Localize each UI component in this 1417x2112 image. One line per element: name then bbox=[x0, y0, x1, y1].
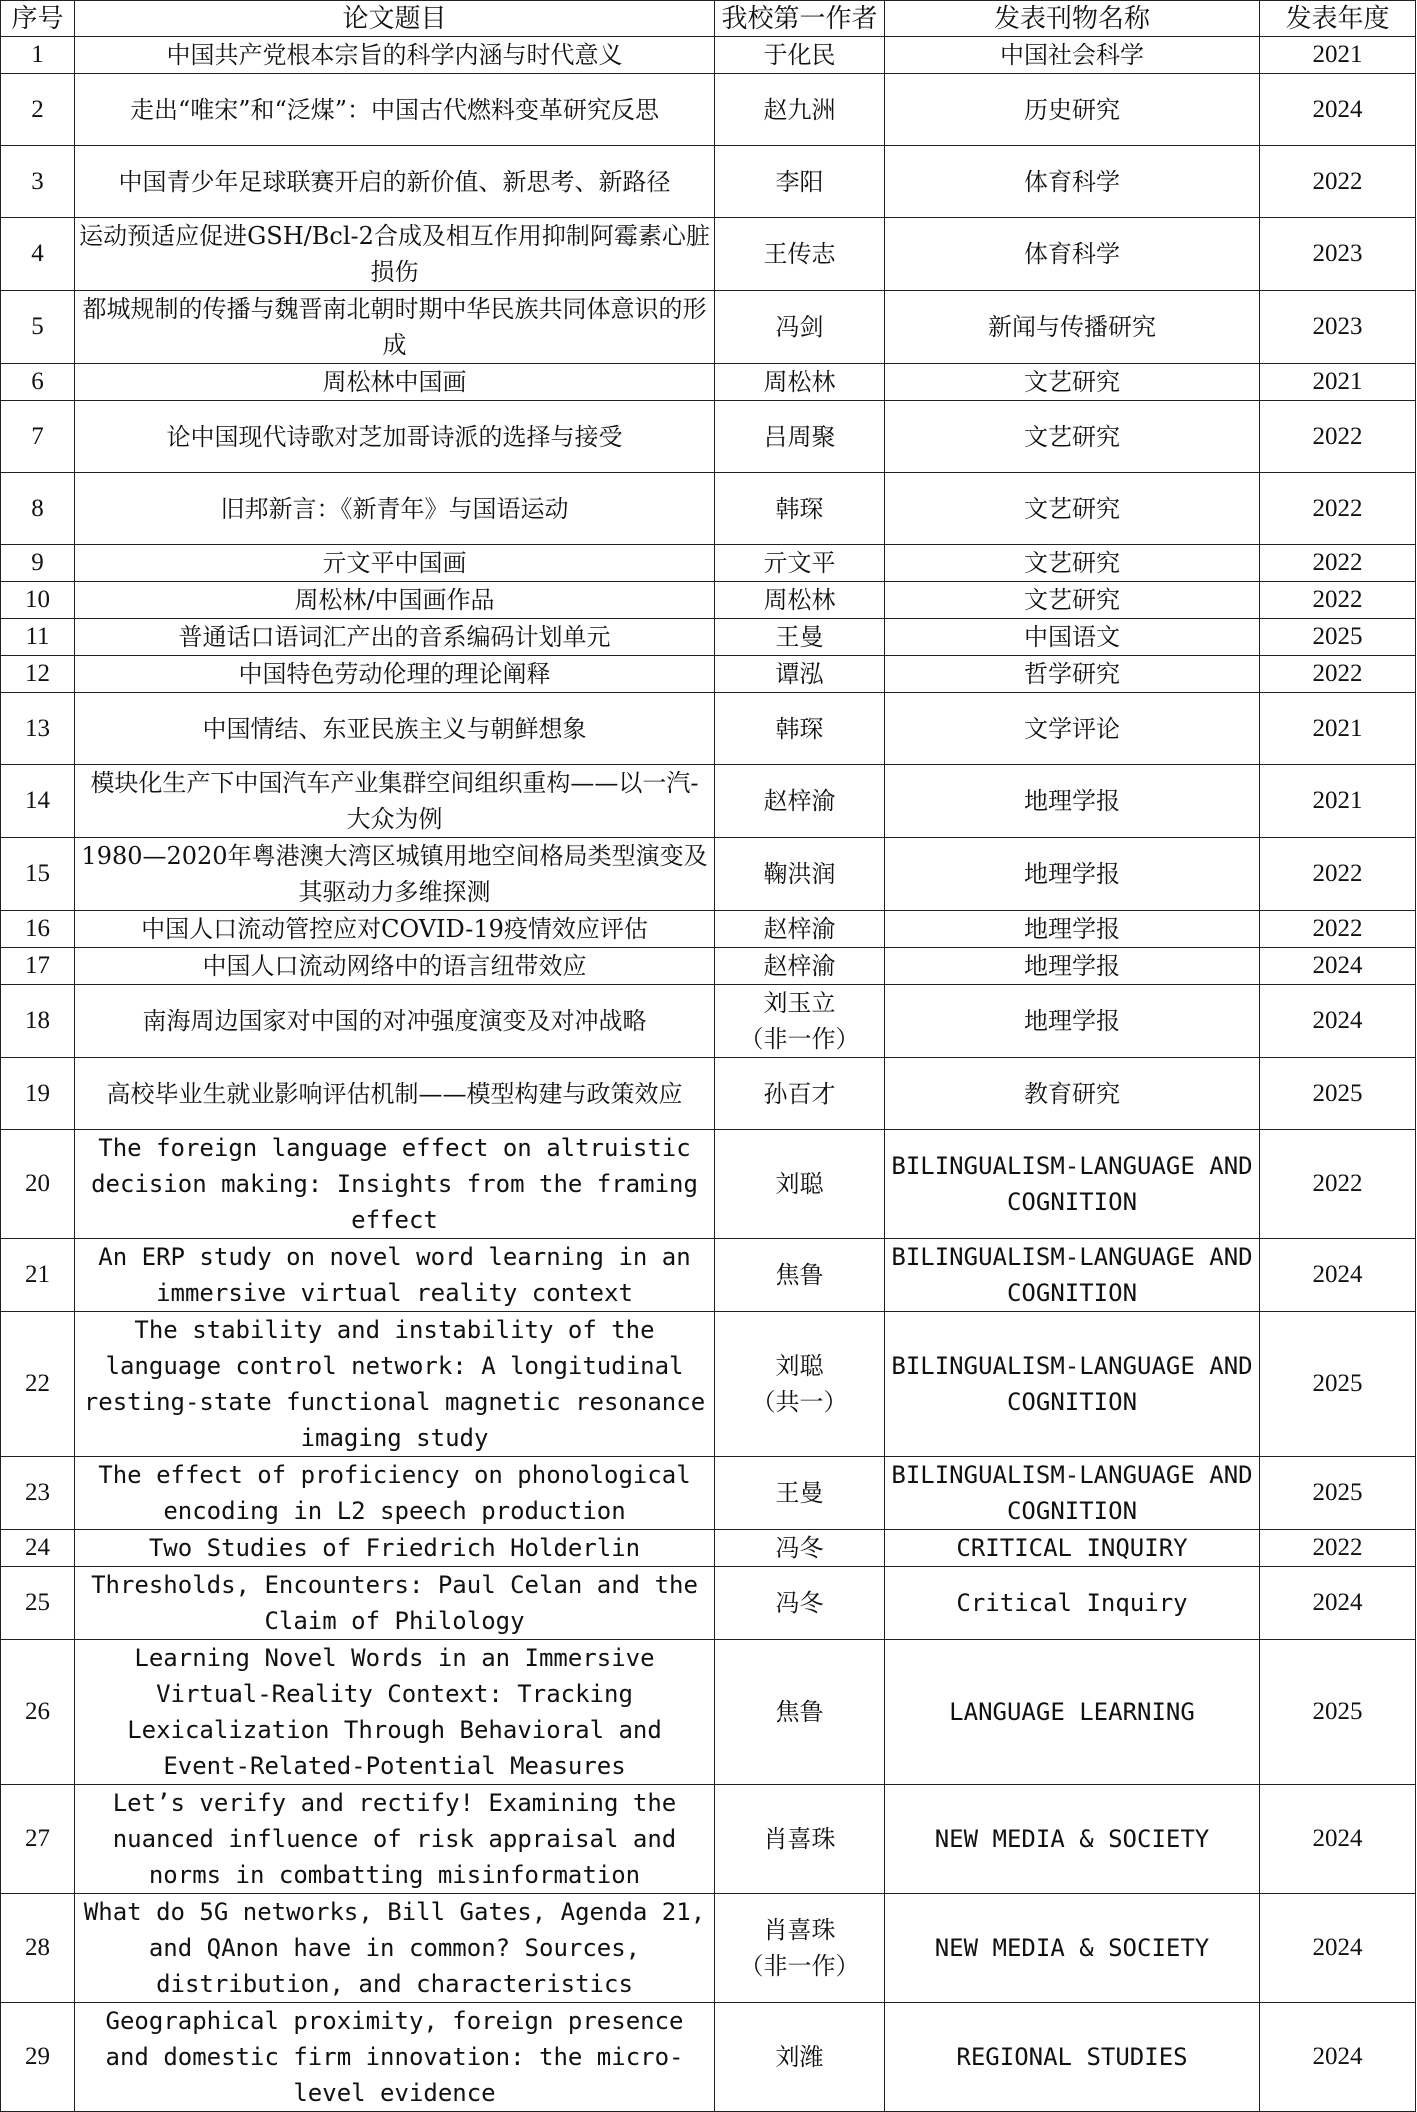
journal-name: CRITICAL INQUIRY bbox=[885, 1530, 1260, 1567]
header-journal: 发表刊物名称 bbox=[885, 1, 1260, 37]
header-no: 序号 bbox=[1, 1, 75, 37]
journal-name: 体育科学 bbox=[885, 146, 1260, 218]
paper-title: Two Studies of Friedrich Holderlin bbox=[75, 1530, 715, 1567]
first-author bbox=[715, 656, 885, 693]
first-author bbox=[715, 1530, 885, 1567]
author-name: 鞠洪润 bbox=[763, 860, 836, 888]
author-name: 于化民 bbox=[763, 41, 836, 69]
author-name: 肖喜珠 bbox=[763, 1916, 836, 1944]
journal-name: 地理学报 bbox=[885, 765, 1260, 838]
author-name: 赵梓渝 bbox=[763, 952, 836, 980]
author-name: 孙百才 bbox=[763, 1079, 836, 1108]
journal-name: BILINGUALISM-LANGUAGE AND COGNITION bbox=[885, 1239, 1260, 1312]
row-number: 28 bbox=[1, 1894, 75, 2003]
row-number: 15 bbox=[1, 838, 75, 911]
first-author bbox=[715, 693, 885, 765]
row-number: 19 bbox=[1, 1058, 75, 1130]
paper-title: The foreign language effect on altruistic decision making: Insights from the framing effect bbox=[75, 1130, 715, 1239]
author-name: 王曼 bbox=[775, 1479, 824, 1507]
row-number: 17 bbox=[1, 948, 75, 985]
row-number: 12 bbox=[1, 656, 75, 693]
journal-name: BILINGUALISM-LANGUAGE AND COGNITION bbox=[885, 1457, 1260, 1530]
publish-year: 2025 bbox=[1260, 1312, 1416, 1457]
author-name: 周松林 bbox=[763, 586, 836, 614]
first-author bbox=[715, 1567, 885, 1640]
first-author bbox=[715, 911, 885, 948]
journal-name: 地理学报 bbox=[885, 911, 1260, 948]
first-author bbox=[715, 1312, 885, 1457]
paper-title: Geographical proximity, foreign presence and domestic firm innovation: the micro-level evidence bbox=[75, 2003, 715, 2112]
first-author bbox=[715, 1058, 885, 1130]
publish-year: 2025 bbox=[1260, 1640, 1416, 1785]
author-name: 赵梓渝 bbox=[763, 787, 836, 815]
row-number: 26 bbox=[1, 1640, 75, 1785]
row-number: 29 bbox=[1, 2003, 75, 2112]
publish-year: 2022 bbox=[1260, 582, 1416, 619]
author-name: 焦鲁 bbox=[775, 1698, 824, 1726]
first-author bbox=[715, 838, 885, 911]
author-name: 赵梓渝 bbox=[763, 915, 836, 943]
header-title: 论文题目 bbox=[75, 1, 715, 37]
table-row bbox=[1, 37, 1416, 74]
publish-year: 2024 bbox=[1260, 948, 1416, 985]
first-author bbox=[715, 1894, 885, 2003]
journal-name: 体育科学 bbox=[885, 218, 1260, 291]
paper-title: The stability and instability of the language control network: A longitudinal resting-state functional magnetic resonance imaging study bbox=[75, 1312, 715, 1457]
journal-name: Critical Inquiry bbox=[885, 1567, 1260, 1640]
journal-name: 文艺研究 bbox=[885, 401, 1260, 473]
author-name: 刘聪 bbox=[775, 1352, 824, 1380]
paper-title: 周松林中国画 bbox=[75, 364, 715, 401]
author-name: 吕周聚 bbox=[763, 422, 836, 451]
table-row bbox=[1, 473, 1416, 545]
row-number: 7 bbox=[1, 401, 75, 473]
author-name: 冯剑 bbox=[775, 313, 824, 341]
first-author bbox=[715, 2003, 885, 2112]
paper-title: 亓文平中国画 bbox=[75, 545, 715, 582]
table-row bbox=[1, 693, 1416, 765]
table-row bbox=[1, 838, 1416, 911]
first-author bbox=[715, 401, 885, 473]
publish-year: 2022 bbox=[1260, 1130, 1416, 1239]
first-author bbox=[715, 218, 885, 291]
row-number: 24 bbox=[1, 1530, 75, 1567]
row-number: 2 bbox=[1, 74, 75, 146]
publish-year: 2021 bbox=[1260, 693, 1416, 765]
header-year: 发表年度 bbox=[1260, 1, 1416, 37]
publish-year: 2021 bbox=[1260, 364, 1416, 401]
journal-name: 中国语文 bbox=[885, 619, 1260, 656]
journal-name: LANGUAGE LEARNING bbox=[885, 1640, 1260, 1785]
table-row bbox=[1, 74, 1416, 146]
publish-year: 2022 bbox=[1260, 911, 1416, 948]
journal-name: 新闻与传播研究 bbox=[885, 291, 1260, 364]
paper-title: The effect of proficiency on phonological encoding in L2 speech production bbox=[75, 1457, 715, 1530]
first-author bbox=[715, 37, 885, 74]
author-name: 肖喜珠 bbox=[763, 1825, 836, 1853]
table-row bbox=[1, 291, 1416, 364]
paper-title: 中国情结、东亚民族主义与朝鲜想象 bbox=[75, 693, 715, 765]
publish-year: 2021 bbox=[1260, 37, 1416, 74]
first-author bbox=[715, 74, 885, 146]
header-author: 我校第一作者 bbox=[715, 1, 885, 37]
author-note: （非一作） bbox=[739, 1025, 860, 1053]
publish-year: 2024 bbox=[1260, 74, 1416, 146]
journal-name: 地理学报 bbox=[885, 985, 1260, 1058]
author-name: 冯冬 bbox=[775, 1589, 824, 1617]
table-row bbox=[1, 1785, 1416, 1894]
paper-title: 中国特色劳动伦理的理论阐释 bbox=[75, 656, 715, 693]
paper-title: 周松林/中国画作品 bbox=[75, 582, 715, 619]
paper-title: 中国人口流动网络中的语言纽带效应 bbox=[75, 948, 715, 985]
row-number: 9 bbox=[1, 545, 75, 582]
table-row bbox=[1, 1457, 1416, 1530]
first-author bbox=[715, 985, 885, 1058]
row-number: 16 bbox=[1, 911, 75, 948]
header-row bbox=[1, 1, 1416, 37]
author-name: 刘潍 bbox=[775, 2043, 824, 2071]
table-row bbox=[1, 1640, 1416, 1785]
paper-title: 中国青少年足球联赛开启的新价值、新思考、新路径 bbox=[75, 146, 715, 218]
author-name: 赵九洲 bbox=[763, 95, 836, 124]
journal-name: 地理学报 bbox=[885, 948, 1260, 985]
row-number: 3 bbox=[1, 146, 75, 218]
author-name: 王曼 bbox=[775, 623, 824, 651]
first-author bbox=[715, 1239, 885, 1312]
paper-title: 旧邦新言：《新青年》与国语运动 bbox=[75, 473, 715, 545]
table-row bbox=[1, 948, 1416, 985]
author-name: 刘玉立 bbox=[763, 989, 836, 1017]
author-name: 韩琛 bbox=[775, 494, 824, 523]
row-number: 1 bbox=[1, 37, 75, 74]
first-author bbox=[715, 1785, 885, 1894]
row-number: 25 bbox=[1, 1567, 75, 1640]
table-row bbox=[1, 656, 1416, 693]
publish-year: 2024 bbox=[1260, 2003, 1416, 2112]
journal-name: 文艺研究 bbox=[885, 473, 1260, 545]
journal-name: 文艺研究 bbox=[885, 545, 1260, 582]
paper-title: 都城规制的传播与魏晋南北朝时期中华民族共同体意识的形成 bbox=[75, 291, 715, 364]
table-row bbox=[1, 545, 1416, 582]
table-row bbox=[1, 619, 1416, 656]
paper-title: 运动预适应促进GSH/Bcl-2合成及相互作用抑制阿霉素心脏损伤 bbox=[75, 218, 715, 291]
journal-name: BILINGUALISM-LANGUAGE AND COGNITION bbox=[885, 1130, 1260, 1239]
paper-title: Let’s verify and rectify! Examining the nuanced influence of risk appraisal and norms in combatting misinformation bbox=[75, 1785, 715, 1894]
publish-year: 2023 bbox=[1260, 291, 1416, 364]
table-row bbox=[1, 985, 1416, 1058]
first-author bbox=[715, 545, 885, 582]
publish-year: 2022 bbox=[1260, 146, 1416, 218]
row-number: 23 bbox=[1, 1457, 75, 1530]
journal-name: NEW MEDIA & SOCIETY bbox=[885, 1894, 1260, 2003]
table-row bbox=[1, 364, 1416, 401]
paper-title: What do 5G networks, Bill Gates, Agenda 21, and QAnon have in common? Sources, distribution, and characteristics bbox=[75, 1894, 715, 2003]
journal-name: 历史研究 bbox=[885, 74, 1260, 146]
publish-year: 2022 bbox=[1260, 473, 1416, 545]
row-number: 22 bbox=[1, 1312, 75, 1457]
first-author bbox=[715, 1640, 885, 1785]
paper-title: 模块化生产下中国汽车产业集群空间组织重构——以一汽-大众为例 bbox=[75, 765, 715, 838]
row-number: 4 bbox=[1, 218, 75, 291]
row-number: 5 bbox=[1, 291, 75, 364]
journal-name: 教育研究 bbox=[885, 1058, 1260, 1130]
publish-year: 2022 bbox=[1260, 838, 1416, 911]
author-name: 刘聪 bbox=[775, 1170, 824, 1198]
table-row bbox=[1, 1239, 1416, 1312]
row-number: 27 bbox=[1, 1785, 75, 1894]
row-number: 10 bbox=[1, 582, 75, 619]
first-author bbox=[715, 146, 885, 218]
table-row bbox=[1, 146, 1416, 218]
table-row bbox=[1, 1894, 1416, 2003]
row-number: 18 bbox=[1, 985, 75, 1058]
author-name: 焦鲁 bbox=[775, 1261, 824, 1289]
first-author bbox=[715, 765, 885, 838]
publish-year: 2025 bbox=[1260, 1457, 1416, 1530]
row-number: 6 bbox=[1, 364, 75, 401]
publish-year: 2024 bbox=[1260, 1894, 1416, 2003]
publish-year: 2023 bbox=[1260, 218, 1416, 291]
first-author bbox=[715, 619, 885, 656]
author-note: （共一） bbox=[751, 1388, 848, 1416]
journal-name: 文艺研究 bbox=[885, 582, 1260, 619]
table-row bbox=[1, 1058, 1416, 1130]
publish-year: 2024 bbox=[1260, 1239, 1416, 1312]
row-number: 13 bbox=[1, 693, 75, 765]
table-row bbox=[1, 1130, 1416, 1239]
first-author bbox=[715, 291, 885, 364]
journal-name: 哲学研究 bbox=[885, 656, 1260, 693]
journal-name: 地理学报 bbox=[885, 838, 1260, 911]
author-note: （非一作） bbox=[739, 1952, 860, 1980]
paper-title: 中国共产党根本宗旨的科学内涵与时代意义 bbox=[75, 37, 715, 74]
row-number: 20 bbox=[1, 1130, 75, 1239]
table-row bbox=[1, 582, 1416, 619]
author-name: 韩琛 bbox=[775, 714, 824, 743]
publish-year: 2021 bbox=[1260, 765, 1416, 838]
publish-year: 2022 bbox=[1260, 1530, 1416, 1567]
first-author bbox=[715, 473, 885, 545]
table-row bbox=[1, 218, 1416, 291]
row-number: 11 bbox=[1, 619, 75, 656]
journal-name: REGIONAL STUDIES bbox=[885, 2003, 1260, 2112]
paper-title: 高校毕业生就业影响评估机制——模型构建与政策效应 bbox=[75, 1058, 715, 1130]
row-number: 14 bbox=[1, 765, 75, 838]
publish-year: 2025 bbox=[1260, 1058, 1416, 1130]
table-row bbox=[1, 2003, 1416, 2112]
author-name: 冯冬 bbox=[775, 1534, 824, 1562]
table-row bbox=[1, 401, 1416, 473]
publish-year: 2024 bbox=[1260, 985, 1416, 1058]
table-row bbox=[1, 1312, 1416, 1457]
author-name: 王传志 bbox=[763, 240, 836, 268]
paper-title: 走出“唯宋”和“泛煤”：中国古代燃料变革研究反思 bbox=[75, 74, 715, 146]
first-author bbox=[715, 582, 885, 619]
first-author bbox=[715, 1457, 885, 1530]
paper-title: An ERP study on novel word learning in an immersive virtual reality context bbox=[75, 1239, 715, 1312]
publish-year: 2024 bbox=[1260, 1567, 1416, 1640]
first-author bbox=[715, 364, 885, 401]
publish-year: 2022 bbox=[1260, 401, 1416, 473]
journal-name: BILINGUALISM-LANGUAGE AND COGNITION bbox=[885, 1312, 1260, 1457]
journal-name: NEW MEDIA & SOCIETY bbox=[885, 1785, 1260, 1894]
journal-name: 文学评论 bbox=[885, 693, 1260, 765]
row-number: 8 bbox=[1, 473, 75, 545]
paper-title: Thresholds, Encounters: Paul Celan and the Claim of Philology bbox=[75, 1567, 715, 1640]
publish-year: 2022 bbox=[1260, 656, 1416, 693]
publish-year: 2022 bbox=[1260, 545, 1416, 582]
journal-name: 文艺研究 bbox=[885, 364, 1260, 401]
author-name: 谭泓 bbox=[775, 660, 824, 688]
publish-year: 2024 bbox=[1260, 1785, 1416, 1894]
first-author bbox=[715, 948, 885, 985]
paper-title: 南海周边国家对中国的对冲强度演变及对冲战略 bbox=[75, 985, 715, 1058]
paper-title: 中国人口流动管控应对COVID-19疫情效应评估 bbox=[75, 911, 715, 948]
table-row bbox=[1, 911, 1416, 948]
author-name: 周松林 bbox=[763, 368, 836, 396]
paper-title: Learning Novel Words in an Immersive Virtual-Reality Context: Tracking Lexicalization Through Behavioral and Event-Related-Potential Measures bbox=[75, 1640, 715, 1785]
row-number: 21 bbox=[1, 1239, 75, 1312]
paper-title: 论中国现代诗歌对芝加哥诗派的选择与接受 bbox=[75, 401, 715, 473]
paper-title: 1980—2020年粤港澳大湾区城镇用地空间格局类型演变及其驱动力多维探测 bbox=[75, 838, 715, 911]
author-name: 李阳 bbox=[775, 167, 824, 196]
table-row bbox=[1, 765, 1416, 838]
first-author bbox=[715, 1130, 885, 1239]
table-body bbox=[1, 37, 1416, 2112]
journal-name: 中国社会科学 bbox=[885, 37, 1260, 74]
paper-title: 普通话口语词汇产出的音系编码计划单元 bbox=[75, 619, 715, 656]
table-row bbox=[1, 1530, 1416, 1567]
publish-year: 2025 bbox=[1260, 619, 1416, 656]
table-row bbox=[1, 1567, 1416, 1640]
author-name: 亓文平 bbox=[763, 549, 836, 577]
